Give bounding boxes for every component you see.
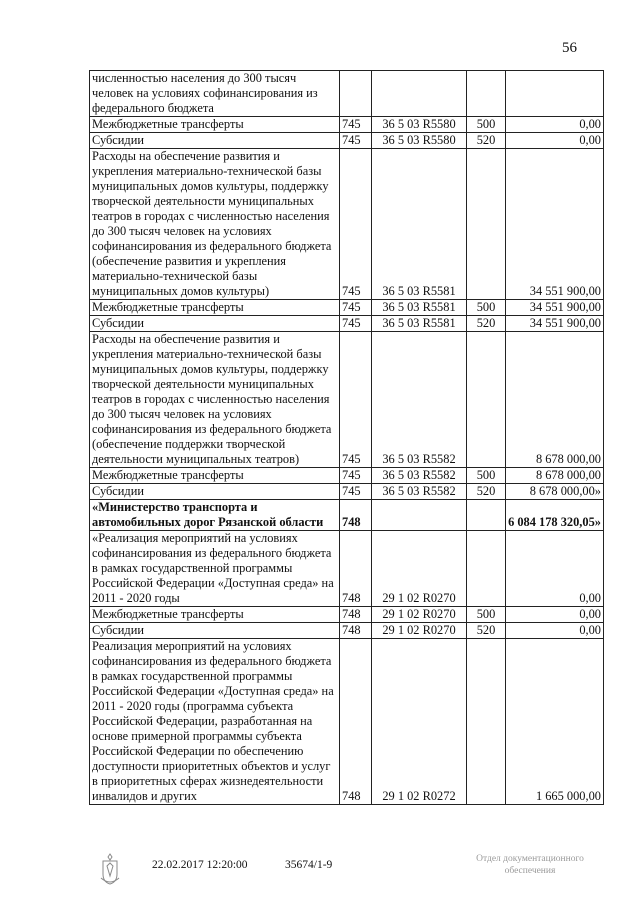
cell-csr: 36 5 03 R5582 <box>372 468 467 484</box>
cell-vr: 500 <box>467 468 506 484</box>
cell-name: Межбюджетные трансферты <box>90 117 340 133</box>
cell-sum: 0,00 <box>506 623 604 639</box>
registry-stamp: Отдел документационного обеспечения <box>476 854 584 876</box>
cell-csr <box>372 71 467 117</box>
cell-ved: 745 <box>340 316 372 332</box>
cell-vr: 520 <box>467 133 506 149</box>
cell-csr: 29 1 02 R0270 <box>372 623 467 639</box>
cell-vr <box>467 149 506 300</box>
cell-name: Реализация мероприятий на условиях софинансирования из федерального бюджета в рамках государственной программы Российской Федерации «Доступная среда» на 2011 - 2020 годы (программа субъекта Российской Федерации, разработанная на основе примерной программы субъекта Российской Федерации по обеспечению доступности приоритетных объектов и услуг в приоритетных сферах жизнедеятельности инвалидов и других <box>90 639 340 805</box>
table-row <box>90 332 604 468</box>
table-row <box>90 500 604 531</box>
cell-ved: 745 <box>340 468 372 484</box>
cell-ved: 745 <box>340 484 372 500</box>
cell-csr: 29 1 02 R0270 <box>372 531 467 607</box>
coat-of-arms-icon <box>98 852 122 886</box>
cell-csr: 36 5 03 R5580 <box>372 133 467 149</box>
cell-csr: 36 5 03 R5580 <box>372 117 467 133</box>
cell-sum: 1 665 000,00 <box>506 639 604 805</box>
cell-ved: 748 <box>340 500 372 531</box>
table-row <box>90 117 604 133</box>
table-row <box>90 133 604 149</box>
cell-name: Субсидии <box>90 623 340 639</box>
cell-vr: 500 <box>467 117 506 133</box>
cell-sum: 34 551 900,00 <box>506 149 604 300</box>
cell-ved: 748 <box>340 607 372 623</box>
cell-name: «Министерство транспорта и автомобильных дорог Рязанской области <box>90 500 340 531</box>
footer-date: 22.02.2017 12:20:00 <box>152 859 248 871</box>
cell-name: Субсидии <box>90 484 340 500</box>
cell-sum: 8 678 000,00 <box>506 332 604 468</box>
cell-sum: 0,00 <box>506 133 604 149</box>
cell-name: Субсидии <box>90 316 340 332</box>
cell-sum: 0,00 <box>506 531 604 607</box>
table-row <box>90 316 604 332</box>
cell-ved: 745 <box>340 332 372 468</box>
cell-ved: 745 <box>340 300 372 316</box>
cell-vr <box>467 531 506 607</box>
cell-csr: 29 1 02 R0272 <box>372 639 467 805</box>
cell-name: Межбюджетные трансферты <box>90 607 340 623</box>
cell-csr: 36 5 03 R5581 <box>372 300 467 316</box>
budget-table-body <box>90 71 604 805</box>
cell-name: численностью населения до 300 тысяч человек на условиях софинансирования из федерального бюджета <box>90 71 340 117</box>
page-number: 56 <box>562 40 577 56</box>
cell-name: Расходы на обеспечение развития и укрепления материально-технической базы муниципальных домов культуры, поддержку творческой деятельности муниципальных театров в городах с численностью населения до 300 тысяч человек на условиях софинансирования из федерального бюджета (обеспечение развития и укрепления материально-технической базы муниципальных домов культуры) <box>90 149 340 300</box>
cell-sum <box>506 71 604 117</box>
cell-name: Межбюджетные трансферты <box>90 468 340 484</box>
table-row <box>90 468 604 484</box>
cell-name: Субсидии <box>90 133 340 149</box>
cell-ved: 748 <box>340 639 372 805</box>
table-row <box>90 607 604 623</box>
cell-ved: 745 <box>340 133 372 149</box>
cell-sum: 0,00 <box>506 117 604 133</box>
cell-vr: 520 <box>467 623 506 639</box>
cell-name: «Реализация мероприятий на условиях софинансирования из федерального бюджета в рамках государственной программы Российской Федерации «Доступная среда» на 2011 - 2020 годы <box>90 531 340 607</box>
table-row <box>90 484 604 500</box>
table-row <box>90 623 604 639</box>
cell-csr: 36 5 03 R5581 <box>372 149 467 300</box>
table-row <box>90 149 604 300</box>
cell-ved <box>340 71 372 117</box>
cell-ved: 745 <box>340 149 372 300</box>
cell-name: Расходы на обеспечение развития и укрепления материально-технической базы муниципальных домов культуры, поддержку творческой деятельности муниципальных театров в городах с численностью населения до 300 тысяч человек на условиях софинансирования из федерального бюджета (обеспечение поддержки творческой деятельности муниципальных театров) <box>90 332 340 468</box>
cell-csr: 36 5 03 R5581 <box>372 316 467 332</box>
cell-csr: 29 1 02 R0270 <box>372 607 467 623</box>
cell-vr <box>467 500 506 531</box>
table-row <box>90 71 604 117</box>
cell-sum: 8 678 000,00 <box>506 468 604 484</box>
cell-vr <box>467 71 506 117</box>
cell-sum: 8 678 000,00» <box>506 484 604 500</box>
table-row <box>90 639 604 805</box>
cell-csr: 36 5 03 R5582 <box>372 332 467 468</box>
cell-vr: 500 <box>467 300 506 316</box>
cell-sum: 34 551 900,00 <box>506 300 604 316</box>
cell-vr: 520 <box>467 484 506 500</box>
cell-ved: 745 <box>340 117 372 133</box>
table-row <box>90 531 604 607</box>
cell-vr <box>467 332 506 468</box>
cell-vr: 520 <box>467 316 506 332</box>
cell-sum: 34 551 900,00 <box>506 316 604 332</box>
cell-sum: 6 084 178 320,05» <box>506 500 604 531</box>
table-row <box>90 300 604 316</box>
cell-name: Межбюджетные трансферты <box>90 300 340 316</box>
cell-ved: 748 <box>340 623 372 639</box>
budget-table <box>89 70 604 805</box>
cell-vr <box>467 639 506 805</box>
footer-document-code: 35674/1-9 <box>285 859 333 871</box>
cell-csr: 36 5 03 R5582 <box>372 484 467 500</box>
cell-ved: 748 <box>340 531 372 607</box>
cell-vr: 500 <box>467 607 506 623</box>
cell-csr <box>372 500 467 531</box>
cell-sum: 0,00 <box>506 607 604 623</box>
